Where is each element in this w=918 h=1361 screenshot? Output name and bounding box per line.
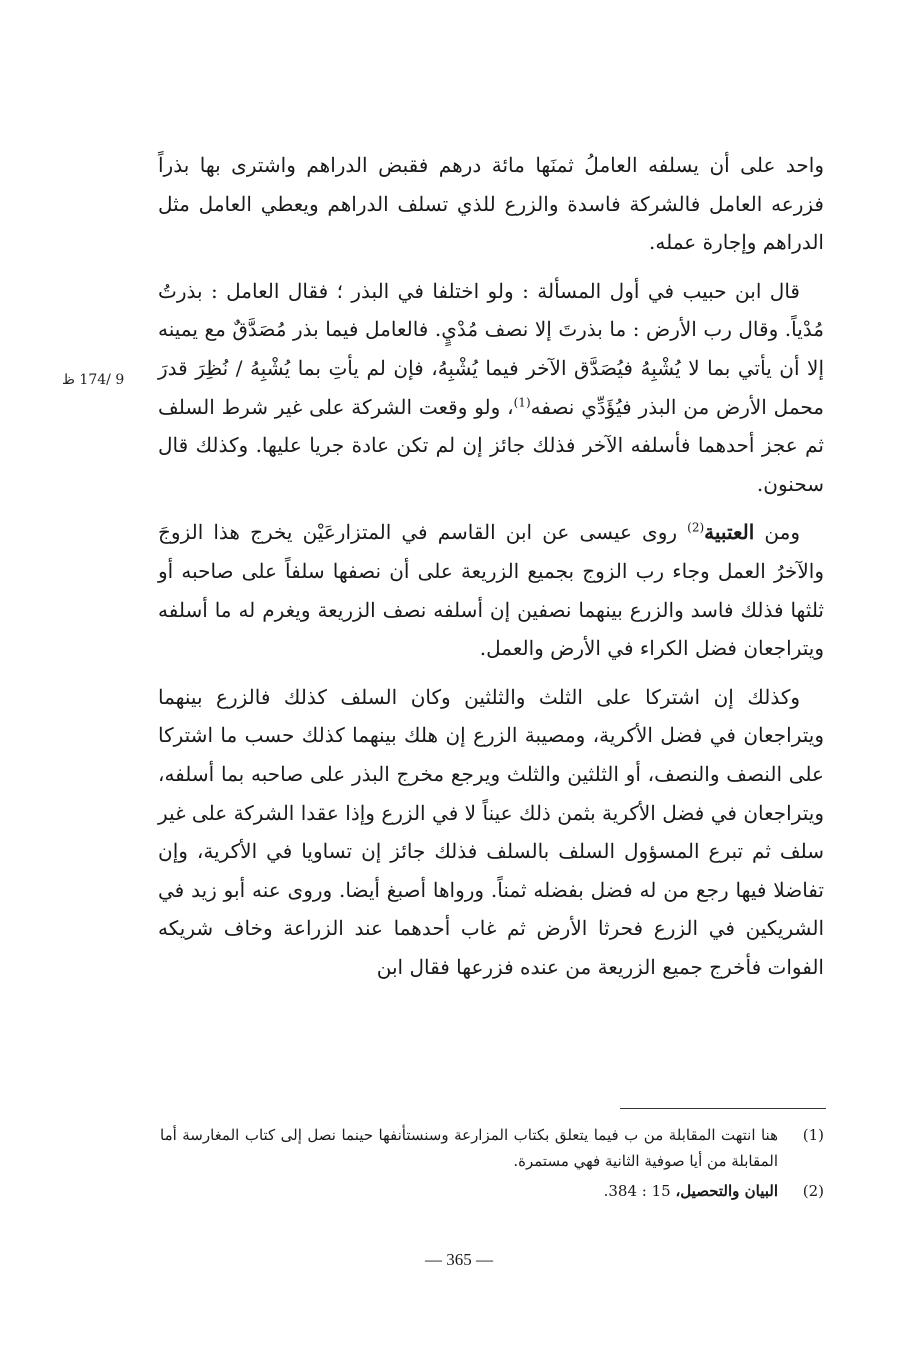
- footnotes: [160, 1122, 824, 1208]
- footnote-source-title: البيان والتحصيل،: [675, 1182, 778, 1200]
- footnote-citation: 15 : 384.: [603, 1182, 676, 1200]
- footnote-1: [160, 1122, 824, 1174]
- footnote-divider: [620, 1108, 826, 1109]
- paragraph-3: [158, 513, 824, 667]
- paragraph-3-lead: ومن: [754, 520, 800, 545]
- footnote-2: [160, 1178, 824, 1204]
- paragraph-2: [158, 272, 824, 504]
- footnote-ref-1: (1): [513, 394, 531, 409]
- footnote-text: هنا انتهت المقابلة من ب فيما يتعلق بكتاب المزارعة وسنستأنفها حينما نصل إلى كتاب المغارسة أما المقابلة من أيا صوفية الثانية فهي مستمرة.: [160, 1126, 778, 1170]
- footnote-number: (2): [802, 1182, 824, 1200]
- paragraph-4: وكذلك إن اشتركا على الثلث والثلثين وكان السلف كذلك فالزرع بينهما ويتراجعان في فضل الأكرية، ومصيبة الزرع إن هلك بينهما كذلك حسب ما اشتركا على النصف والنصف، أو الثلثين والثلث ويرجع مخرج البذر على صاحبه بما أسلفه، ويتراجعان في فضل الأكرية بثمن ذلك عيناً لا في الزرع وإذا عقدا الشركة على غير سلف ثم تبرع المسؤول السلف بالسلف فذلك جائز إن تساويا في الأكرية، وإن تفاضلا فيها رجع من له فضل بفضله ثمناً. ورواها أصبغ أيضا. وروى عنه أبو زيد في الشريكين في الزرع فحرثا الأرض ثم غاب أحدهما عند الزراعة وخاف شريكه الفوات فأخرج جميع الزريعة من عنده فزرعها فقال ابن: [158, 684, 824, 979]
- main-text: [158, 146, 824, 986]
- paragraph-2-part-2: ، ولو وقعت الشركة على غير شرط السلف ثم عجز أحدهما فأسلفه الآخر فذلك جائز إن لم تكن عادة جريا عليها. وكذلك قال سحنون.: [158, 394, 824, 496]
- page-number: — 365 —: [425, 1250, 493, 1269]
- footnote-ref-2: (2): [687, 520, 705, 535]
- source-title-atabiyya: العتبية: [704, 520, 755, 545]
- manuscript-margin-note: 9 /174 ظ: [62, 372, 125, 388]
- paragraph-3-body: روى عيسى عن ابن القاسم في المتزارعَيْن يخرج هذا الزوجَ والآخرُ العمل وجاء رب الزوج بجميع الزريعة على أن نصفها سلفاً على صاحبه أو ثلثها فذلك فاسد والزرع بينهما نصفين إن أسلفه نصف الزريعة ويغرم له ما أسلفه ويتراجعان فضل الكراء في الأرض والعمل.: [158, 520, 824, 661]
- paragraph-1: واحد على أن يسلفه العاملُ ثمنَها مائة درهم فقبض الدراهم واشترى بها بذراً فزرعه العامل فالشركة فاسدة والزرع للذي تسلف الدراهم ويعطي العامل مثل الدراهم وإجارة عمله.: [158, 153, 824, 255]
- paragraph-2-part-1: قال ابن حبيب في أول المسألة : ولو اختلفا في البذر ؛ فقال العامل : بذرتُ مُدْياً. وقال رب الأرض : ما بذرتَ إلا نصف مُدْيٍ. فالعامل فيما بذر مُصَدَّقٌ مع يمينه إلا أن يأتي بما لا يُشْبِهُ فيُصَدَّق الآخر فيما يُشْبِهُ، فإن لم يأتِ بما يُشْبِهُ / نُظِرَ قدرَ محمل الأرض من البذر فيُؤَدِّي نصفه: [158, 278, 825, 419]
- footnote-number: (1): [802, 1126, 824, 1144]
- footnote-text: [160, 1178, 778, 1204]
